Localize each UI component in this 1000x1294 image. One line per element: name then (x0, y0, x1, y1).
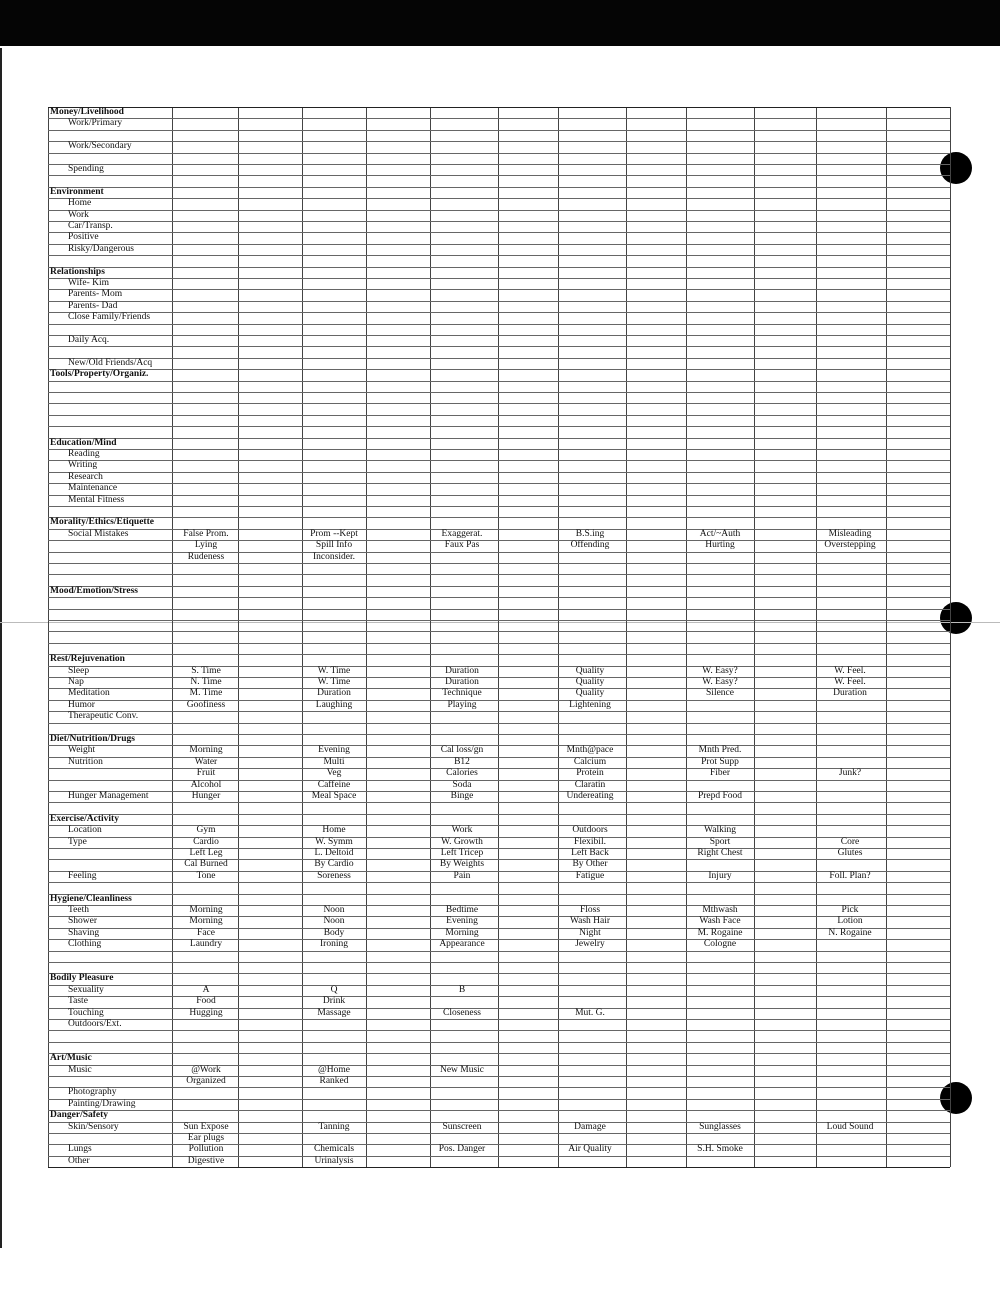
row-label: Feeling (68, 870, 97, 881)
grid-row-line (48, 962, 950, 963)
grid-row-line (48, 460, 950, 461)
grid-cell-entry: Body (323, 927, 345, 938)
row-label: Outdoors/Ext. (68, 1019, 122, 1029)
row-label: Reading (68, 449, 100, 459)
grid-cell-entry: Spill Info (315, 540, 353, 551)
grid-cell-entry: Organized (186, 1076, 226, 1086)
row-label: Nutrition (68, 756, 103, 767)
row-label: Social Mistakes (68, 528, 129, 539)
grid-row-line (48, 130, 950, 131)
grid-cell-entry: Mthwash (702, 905, 738, 915)
grid-row-line (48, 324, 950, 325)
grid-cell-entry: @Home (318, 1064, 350, 1075)
grid-row-line (48, 1019, 950, 1020)
grid-cell-entry: Duration (445, 665, 479, 676)
section-heading: Morality/Ethics/Etiquette (50, 517, 154, 528)
grid-cell-entry: Wash Face (699, 916, 741, 927)
section-heading: Mood/Emotion/Stress (50, 585, 138, 596)
row-label: Lungs (68, 1144, 92, 1155)
grid-cell-entry: Silence (706, 688, 734, 699)
section-heading: Hygiene/Cleanliness (50, 893, 132, 904)
grid-cell-entry: Left Back (571, 848, 609, 858)
grid-row-line (48, 438, 950, 439)
grid-cell-entry: Prom --Kept (310, 528, 358, 539)
grid-cell-entry: Alcohol (190, 779, 222, 790)
grid-cell-entry: Fiber (709, 768, 731, 779)
grid-cell-entry: W. Feel. (834, 677, 866, 687)
tracking-grid (48, 107, 950, 1167)
grid-cell-entry: Urinalysis (314, 1155, 354, 1166)
grid-row-line (48, 267, 950, 268)
grid-cell-entry: Face (197, 927, 215, 938)
row-label: Risky/Dangerous (68, 243, 134, 254)
grid-cell-entry: Tanning (318, 1121, 350, 1132)
grid-row-line (48, 814, 950, 815)
grid-cell-entry: B.S.ing (575, 528, 605, 539)
grid-cell-entry: By Cardio (314, 859, 354, 870)
grid-row-line (48, 574, 950, 575)
grid-cell-entry: W. Growth (441, 836, 483, 847)
grid-cell-entry: Misleading (828, 528, 872, 539)
grid-cell-entry: Hurting (705, 540, 735, 551)
row-label: Parents- Dad (68, 300, 118, 311)
row-label: Other (68, 1155, 90, 1166)
grid-cell-entry: Morning (445, 927, 479, 938)
grid-cell-entry: Duration (445, 677, 479, 687)
row-label: Hunger Management (68, 791, 149, 801)
grid-row-line (48, 882, 950, 883)
grid-row-line (48, 449, 950, 450)
row-label: Skin/Sensory (68, 1121, 119, 1132)
grid-cell-entry: By Weights (439, 859, 485, 870)
row-label: Clothing (68, 939, 102, 950)
grid-cell-entry: Lying (194, 540, 218, 551)
grid-row-line (48, 278, 950, 279)
section-heading: Exercise/Activity (50, 813, 119, 824)
grid-cell-entry: Closeness (443, 1007, 481, 1018)
grid-cell-entry: Right Chest (697, 848, 743, 858)
grid-cell-entry: Wash Hair (569, 916, 611, 927)
grid-row-line (48, 426, 950, 427)
grid-cell-entry: Laundry (189, 939, 223, 950)
grid-row-line (48, 118, 950, 119)
grid-cell-entry: Air Quality (568, 1144, 612, 1155)
grid-row-line (48, 346, 950, 347)
grid-cell-entry: S. Time (191, 665, 221, 676)
grid-cell-entry: Claratin (574, 779, 606, 790)
grid-cell-entry: Core (840, 836, 860, 847)
grid-row-line (48, 495, 950, 496)
grid-cell-entry: Exaggerat. (441, 528, 483, 539)
grid-row-line (48, 483, 950, 484)
section-heading: Relationships (50, 266, 105, 277)
section-heading: Money/Livelihood (50, 107, 124, 117)
grid-cell-entry: Lotion (837, 916, 863, 927)
grid-row-line (48, 153, 950, 154)
grid-row-line (48, 358, 950, 359)
grid-cell-entry: Veg (326, 768, 342, 779)
grid-cell-entry: Q (330, 984, 338, 995)
grid-cell-entry: Technique (442, 688, 482, 699)
row-label: Parents- Mom (68, 289, 123, 300)
row-label: Painting/Drawing (68, 1098, 136, 1109)
row-label: Maintenance (68, 483, 118, 494)
section-heading: Environment (50, 186, 104, 197)
grid-row-line (48, 1110, 950, 1111)
grid-cell-entry: Meal Space (311, 791, 357, 801)
grid-row-line (48, 973, 950, 974)
grid-row-line (48, 1030, 950, 1031)
row-label: Writing (68, 460, 98, 471)
grid-cell-entry: Morning (189, 905, 223, 915)
grid-row-line (48, 620, 950, 621)
grid-cell-entry: Ranked (319, 1076, 349, 1086)
row-label: Daily Acq. (68, 335, 110, 345)
section-heading: Tools/Property/Organiz. (50, 369, 149, 380)
grid-cell-entry: Soreness (317, 870, 351, 881)
grid-row-line (48, 289, 950, 290)
grid-cell-entry: Act/~Auth (699, 528, 741, 539)
section-heading: Art/Music (50, 1053, 92, 1064)
grid-row-line (48, 164, 950, 165)
grid-row-line (48, 392, 950, 393)
section-heading: Diet/Nutrition/Drugs (50, 734, 135, 744)
row-label: Sleep (68, 665, 90, 676)
grid-cell-entry: Hugging (189, 1007, 223, 1018)
grid-row-line (48, 335, 950, 336)
grid-row-line (48, 951, 950, 952)
row-label: Car/Transp. (68, 221, 113, 231)
row-label: New/Old Friends/Acq (68, 357, 153, 368)
grid-row-line (48, 175, 950, 176)
grid-cell-entry: Multi (323, 756, 345, 767)
section-heading: Rest/Rejuvenation (50, 654, 125, 665)
grid-cell-entry: @Work (191, 1064, 221, 1075)
grid-cell-entry: Night (579, 927, 601, 938)
grid-cell-entry: Left Leg (189, 848, 223, 858)
grid-cell-entry: Home (322, 825, 346, 836)
grid-cell-entry: Mnth@pace (566, 745, 614, 756)
row-label: Weight (68, 745, 96, 756)
grid-cell-entry: W. Symm (315, 836, 353, 847)
grid-cell-entry: Digestive (187, 1155, 225, 1166)
row-label: Shower (68, 916, 98, 927)
grid-cell-entry: Walking (704, 825, 736, 836)
grid-cell-entry: Goofiness (186, 699, 226, 710)
grid-row-line (48, 232, 950, 233)
grid-cell-entry: Protein (576, 768, 604, 779)
grid-cell-entry: Jewelry (575, 939, 605, 950)
grid-cell-entry: Sunglasses (699, 1121, 741, 1132)
grid-cell-entry: B12 (454, 756, 470, 767)
row-label: Wife- Kim (68, 278, 110, 288)
grid-cell-entry: Cal Burned (184, 859, 228, 870)
grid-row-line (48, 1042, 950, 1043)
grid-cell-entry: Sport (709, 836, 731, 847)
grid-cell-entry: Foll. Plan? (829, 870, 871, 881)
row-label: Type (68, 836, 87, 847)
row-label: Humor (68, 699, 95, 710)
grid-row-line (48, 381, 950, 382)
grid-cell-entry: N. Rogaine (828, 927, 872, 938)
grid-row-line (48, 1099, 950, 1100)
grid-cell-entry: Lightening (569, 699, 611, 710)
row-label: Music (68, 1064, 92, 1075)
grid-row-line (48, 723, 950, 724)
grid-row-line (48, 1167, 950, 1168)
grid-cell-entry: Evening (446, 916, 478, 927)
scan-top-border (0, 0, 1000, 46)
grid-row-line (48, 517, 950, 518)
grid-row-line (48, 301, 950, 302)
grid-cell-entry: Outdoors (572, 825, 608, 836)
row-label: Touching (68, 1007, 104, 1018)
row-label: Meditation (68, 688, 110, 699)
grid-cell-entry: Soda (452, 779, 472, 790)
grid-row-line (48, 563, 950, 564)
grid-cell-entry: Flexibil. (574, 836, 606, 847)
row-label: Positive (68, 232, 99, 243)
grid-row-line (48, 107, 950, 108)
grid-cell-entry: Tone (196, 870, 216, 881)
grid-cell-entry: Morning (189, 916, 223, 927)
grid-row-line (48, 472, 950, 473)
grid-row-line (48, 198, 950, 199)
grid-row-line (48, 210, 950, 211)
grid-cell-entry: Quality (575, 665, 605, 676)
grid-cell-entry: Overstepping (824, 540, 876, 551)
grid-cell-entry: Duration (317, 688, 351, 699)
grid-cell-entry: Evening (318, 745, 350, 756)
grid-cell-entry: Chemicals (313, 1144, 355, 1155)
grid-cell-entry: W. Easy? (702, 665, 738, 676)
grid-cell-entry: Water (194, 756, 218, 767)
row-label: Photography (68, 1087, 117, 1098)
grid-cell-entry: S.H. Smoke (697, 1144, 743, 1155)
grid-cell-entry: Gym (196, 825, 216, 836)
grid-cell-entry: M. Time (189, 688, 223, 699)
grid-cell-entry: W. Easy? (702, 677, 738, 687)
grid-row-line (48, 609, 950, 610)
grid-cell-entry: Cardio (193, 836, 219, 847)
grid-cell-entry: Sunscreen (442, 1121, 482, 1132)
grid-cell-entry: Work (451, 825, 473, 836)
grid-cell-entry: Offending (570, 540, 610, 551)
section-heading: Education/Mind (50, 437, 117, 448)
grid-cell-entry: Ironing (320, 939, 348, 950)
grid-cell-entry: Playing (447, 699, 477, 710)
grid-cell-entry: Quality (575, 677, 605, 687)
grid-cell-entry: Injury (708, 870, 732, 881)
grid-cell-entry: Fruit (196, 768, 216, 779)
grid-cell-entry: B (458, 984, 466, 995)
row-label: Work (68, 209, 89, 220)
grid-cell-entry: Floss (579, 905, 601, 915)
row-label: Spending (68, 164, 104, 174)
grid-cell-entry: By Other (572, 859, 608, 870)
grid-row-line (48, 141, 950, 142)
grid-cell-entry: Quality (575, 688, 605, 699)
row-label: Work/Secondary (68, 141, 132, 152)
grid-cell-entry: Faux Pas (444, 540, 480, 551)
grid-cell-entry: Prepd Food (697, 791, 743, 801)
grid-row-line (48, 415, 950, 416)
grid-row-line (48, 734, 950, 735)
grid-row-line (48, 255, 950, 256)
grid-cell-entry: Massage (317, 1007, 351, 1018)
grid-row-line (48, 403, 950, 404)
row-label: Teeth (68, 905, 89, 915)
row-label: Shaving (68, 927, 100, 938)
grid-cell-entry: Prot Supp (701, 756, 739, 767)
section-heading: Danger/Safety (50, 1110, 109, 1121)
grid-cell-entry: Noon (323, 905, 345, 915)
grid-row-line (48, 643, 950, 644)
grid-cell-entry: W. Time (317, 677, 351, 687)
grid-cell-entry: False Prom. (183, 528, 229, 539)
grid-cell-entry: Mut. G. (575, 1007, 605, 1018)
grid-column-line (950, 107, 951, 1167)
grid-cell-entry: Calcium (573, 756, 607, 767)
grid-cell-entry: Pollution (188, 1144, 224, 1155)
grid-cell-entry: Drink (322, 996, 346, 1007)
grid-cell-entry: Pick (841, 905, 859, 915)
row-label: Location (68, 825, 102, 836)
grid-row-line (48, 1087, 950, 1088)
grid-cell-entry: Mnth Pred. (698, 745, 742, 756)
grid-cell-entry: L. Deltoid (314, 848, 354, 858)
grid-cell-entry: Laughing (315, 699, 353, 710)
grid-row-line (48, 369, 950, 370)
grid-cell-entry: A (202, 984, 210, 995)
grid-cell-entry: Calories (446, 768, 478, 779)
grid-row-line (48, 312, 950, 313)
grid-row-line (48, 506, 950, 507)
section-heading: Bodily Pleasure (50, 973, 114, 984)
row-label: Sexuality (68, 984, 104, 995)
grid-cell-entry: Ear plugs (187, 1133, 225, 1143)
grid-row-line (48, 802, 950, 803)
row-label: Close Family/Friends (68, 312, 151, 323)
grid-cell-entry: Inconsider. (313, 551, 355, 562)
row-label: Mental Fitness (68, 494, 125, 505)
grid-cell-entry: Hunger (191, 791, 221, 801)
grid-cell-entry: Caffeine (317, 779, 351, 790)
grid-cell-entry: Binge (450, 791, 474, 801)
grid-row-line (48, 187, 950, 188)
grid-cell-entry: Appearance (439, 939, 485, 950)
row-label: Home (68, 198, 92, 209)
grid-cell-entry: Loud Sound (826, 1121, 874, 1132)
grid-cell-entry: N. Time (190, 677, 222, 687)
row-label: Therapeutic Conv. (68, 711, 139, 722)
grid-cell-entry: Cal loss/gn (440, 745, 484, 756)
row-label: Research (68, 471, 103, 482)
grid-cell-entry: New Music (439, 1064, 485, 1075)
grid-row-line (48, 894, 950, 895)
grid-row-line (48, 586, 950, 587)
grid-cell-entry: Damage (574, 1121, 606, 1132)
grid-cell-entry: M. Rogaine (697, 927, 743, 938)
grid-row-line (48, 221, 950, 222)
row-label: Taste (68, 996, 88, 1007)
grid-cell-entry: Left Tricep (440, 848, 484, 858)
grid-cell-entry: Duration (833, 688, 867, 699)
grid-cell-entry: Fatigue (575, 870, 605, 881)
grid-row-line (48, 244, 950, 245)
grid-row-line (48, 597, 950, 598)
grid-cell-entry: Bedtime (445, 905, 479, 915)
grid-row-line (48, 631, 950, 632)
grid-cell-entry: Food (196, 996, 216, 1007)
grid-cell-entry: W. Time (317, 665, 351, 676)
grid-row-line (48, 711, 950, 712)
row-label: Nap (68, 677, 84, 687)
grid-row-line (48, 1053, 950, 1054)
row-label: Work/Primary (68, 118, 123, 129)
grid-cell-entry: Morning (189, 745, 223, 756)
grid-cell-entry: Pain (453, 870, 471, 881)
grid-cell-entry: W. Feel. (834, 665, 866, 676)
grid-cell-entry: Undereating (566, 791, 614, 801)
grid-row-line (48, 654, 950, 655)
grid-cell-entry: Glutes (837, 848, 863, 858)
grid-cell-entry: Noon (323, 916, 345, 927)
grid-cell-entry: Rudeness (187, 551, 225, 562)
grid-cell-entry: Pos. Danger (438, 1144, 486, 1155)
grid-cell-entry: Cologne (703, 939, 737, 950)
grid-cell-entry: Junk? (838, 768, 862, 779)
grid-cell-entry: Sun Expose (183, 1121, 229, 1132)
